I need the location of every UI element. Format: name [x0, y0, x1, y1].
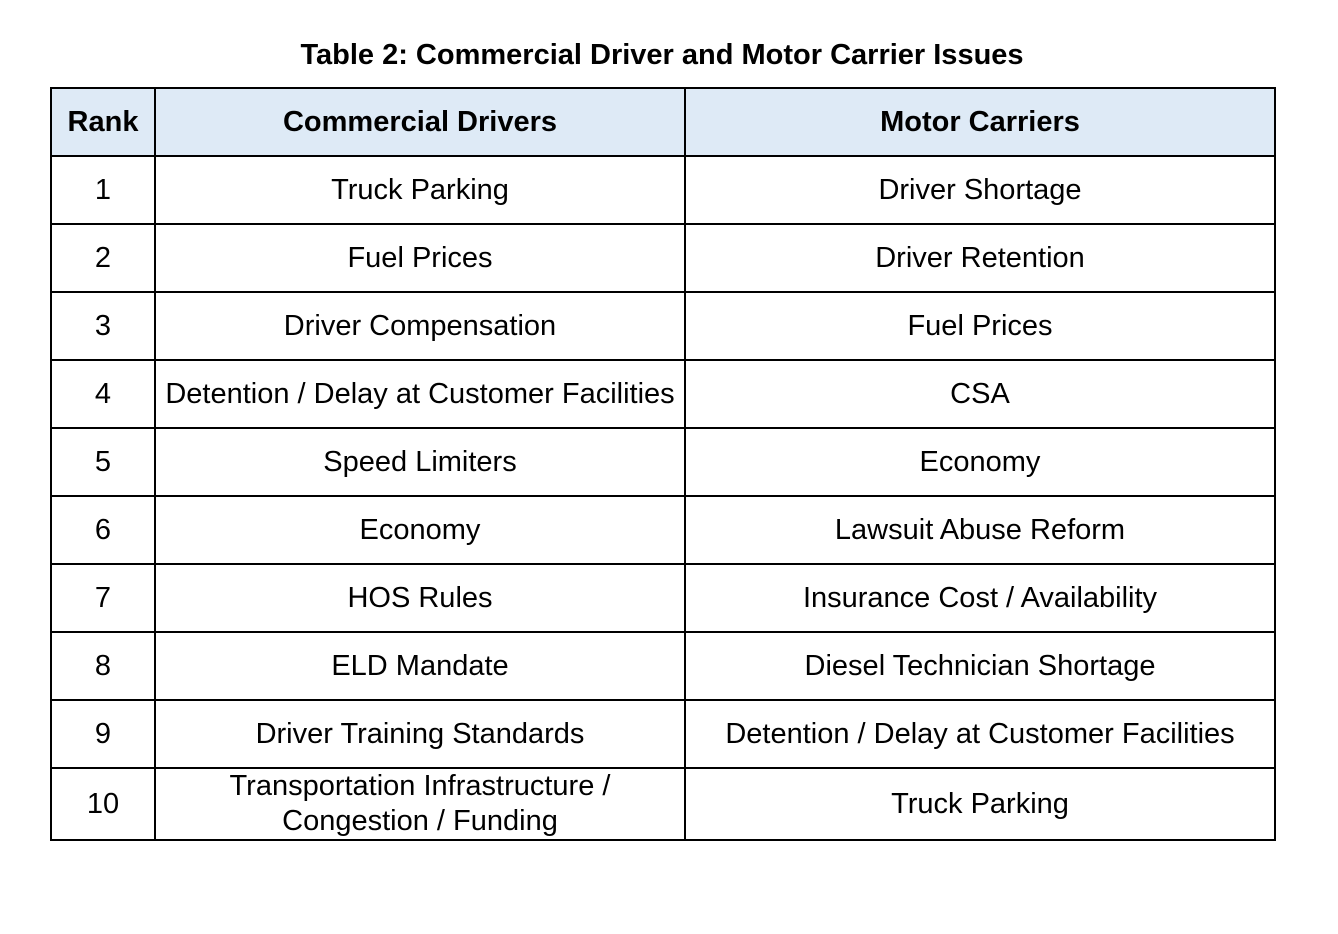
table-row — [51, 360, 1275, 428]
table-row — [51, 768, 1275, 840]
table-title: Table 2: Commercial Driver and Motor Carrier Issues — [300, 39, 1024, 71]
carrier-issue-cell: Detention / Delay at Customer Facilities — [685, 700, 1275, 768]
column-header-motor-carriers: Motor Carriers — [685, 88, 1275, 156]
column-header-commercial-drivers: Commercial Drivers — [155, 88, 685, 156]
carrier-issue-cell: Truck Parking — [685, 768, 1275, 840]
rank-cell: 10 — [51, 768, 155, 840]
table-row — [51, 224, 1275, 292]
table-row — [51, 156, 1275, 224]
driver-issue-cell: HOS Rules — [155, 564, 685, 632]
driver-issue-cell: Truck Parking — [155, 156, 685, 224]
carrier-issue-cell: Insurance Cost / Availability — [685, 564, 1275, 632]
table-row — [51, 632, 1275, 700]
carrier-issue-cell: Driver Shortage — [685, 156, 1275, 224]
rank-cell: 5 — [51, 428, 155, 496]
rank-cell: 7 — [51, 564, 155, 632]
driver-issue-cell: Detention / Delay at Customer Facilities — [155, 360, 685, 428]
table-row — [51, 292, 1275, 360]
column-header-rank: Rank — [51, 88, 155, 156]
carrier-issue-cell: Driver Retention — [685, 224, 1275, 292]
table-row — [51, 428, 1275, 496]
carrier-issue-cell: Lawsuit Abuse Reform — [685, 496, 1275, 564]
issues-table — [50, 87, 1276, 841]
rank-cell: 9 — [51, 700, 155, 768]
carrier-issue-cell: Diesel Technician Shortage — [685, 632, 1275, 700]
rank-cell: 1 — [51, 156, 155, 224]
rank-cell: 3 — [51, 292, 155, 360]
driver-issue-cell: ELD Mandate — [155, 632, 685, 700]
driver-issue-cell: Driver Compensation — [155, 292, 685, 360]
driver-issue-cell: Fuel Prices — [155, 224, 685, 292]
rank-cell: 4 — [51, 360, 155, 428]
carrier-issue-cell: CSA — [685, 360, 1275, 428]
table-row — [51, 496, 1275, 564]
driver-issue-cell: Speed Limiters — [155, 428, 685, 496]
table-row — [51, 564, 1275, 632]
driver-issue-cell: Economy — [155, 496, 685, 564]
rank-cell: 8 — [51, 632, 155, 700]
rank-cell: 6 — [51, 496, 155, 564]
rank-cell: 2 — [51, 224, 155, 292]
carrier-issue-cell: Fuel Prices — [685, 292, 1275, 360]
table-row — [51, 700, 1275, 768]
driver-issue-cell: Driver Training Standards — [155, 700, 685, 768]
driver-issue-cell: Transportation Infrastructure / Congestion / Funding — [155, 768, 685, 840]
carrier-issue-cell: Economy — [685, 428, 1275, 496]
header-row — [51, 88, 1275, 156]
